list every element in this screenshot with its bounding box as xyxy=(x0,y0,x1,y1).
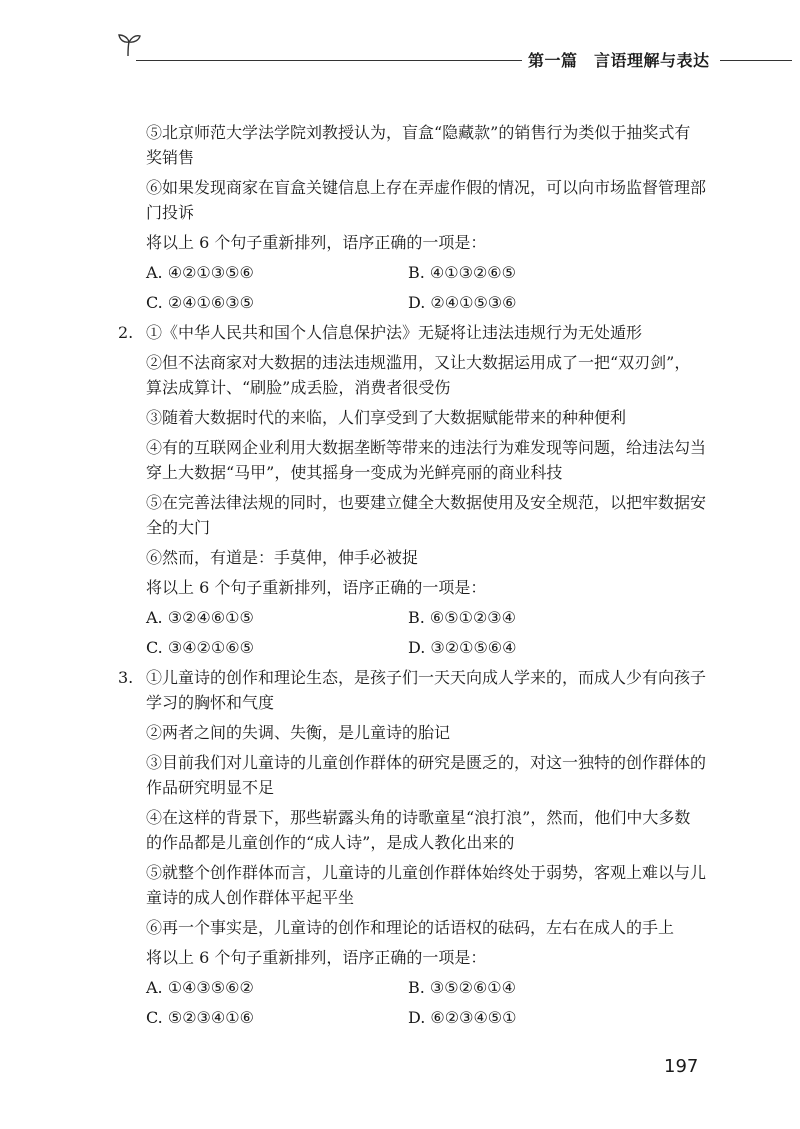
sentence-6: ⑥然而，有道是：手莫伸，伸手必被捉 xyxy=(146,548,419,567)
options-row xyxy=(118,975,718,1000)
sentence-5: ⑤北京师范大学法学院刘教授认为，盲盒“隐藏款”的销售行为类似于抽奖式有 xyxy=(146,123,691,142)
options-row xyxy=(118,260,718,285)
option-a: A. ①④③⑤⑥② xyxy=(146,978,254,997)
options-row xyxy=(118,290,718,315)
sentence-6-cont: 门投诉 xyxy=(146,203,195,222)
page-number: 197 xyxy=(664,1056,699,1077)
question-prompt: 将以上 6 个句子重新排列，语序正确的一项是： xyxy=(146,578,487,597)
question-2 xyxy=(118,320,718,660)
header-rule-right xyxy=(720,60,792,61)
sentence-text: ①儿童诗的创作和理论生态，是孩子们一天天向成人学来的，而成人少有向孩子 xyxy=(146,668,707,687)
sentence-4-cont: 穿上大数据“马甲”，使其摇身一变成为光鲜亮丽的商业科技 xyxy=(146,463,563,482)
question-1-continued xyxy=(118,120,718,315)
header-rule-left xyxy=(136,60,522,61)
sentence-4-cont: 的作品都是儿童创作的“成人诗”，是成人教化出来的 xyxy=(146,833,515,852)
question-number: 3. xyxy=(118,668,134,687)
question-prompt: 将以上 6 个句子重新排列，语序正确的一项是： xyxy=(146,233,487,252)
question-3 xyxy=(118,665,718,1030)
option-c: C. ⑤②③④①⑥ xyxy=(146,1008,254,1027)
sentence-2: ②但不法商家对大数据的违法违规滥用，又让大数据运用成了一把“双刃剑”， xyxy=(146,353,691,372)
options-row xyxy=(118,635,718,660)
sentence-2: ②两者之间的失调、失衡，是儿童诗的胎记 xyxy=(146,723,451,742)
sentence-2-cont: 算法成算计、“刷脸”成丢脸，消费者很受伤 xyxy=(146,378,451,397)
sentence-5: ⑤就整个创作群体而言，儿童诗的儿童创作群体始终处于弱势，客观上难以与儿 xyxy=(146,863,707,882)
option-b: B. ⑥⑤①②③④ xyxy=(408,608,516,627)
sentence-1 xyxy=(118,665,718,690)
sentence-3-cont: 作品研究明显不足 xyxy=(146,778,275,797)
sentence-6: ⑥再一个事实是，儿童诗的创作和理论的话语权的砝码，左右在成人的手上 xyxy=(146,918,675,937)
option-d: D. ②④①⑤③⑥ xyxy=(408,293,517,312)
question-number: 2. xyxy=(118,323,134,342)
sentence-4: ④在这样的背景下，那些崭露头角的诗歌童星“浪打浪”，然而，他们中大多数 xyxy=(146,808,691,827)
options-row xyxy=(118,605,718,630)
sentence-5-cont: 童诗的成人创作群体平起平坐 xyxy=(146,888,355,907)
sentence-3: ③随着大数据时代的来临，人们享受到了大数据赋能带来的种种便利 xyxy=(146,408,627,427)
options-row xyxy=(118,1005,718,1030)
option-b: B. ④①③②⑥⑤ xyxy=(408,263,516,282)
option-a: A. ④②①③⑤⑥ xyxy=(146,263,254,282)
question-prompt: 将以上 6 个句子重新排列，语序正确的一项是： xyxy=(146,948,487,967)
section-title: 第一篇 言语理解与表达 xyxy=(528,51,710,70)
option-d: D. ⑥②③④⑤① xyxy=(408,1008,517,1027)
sentence-6: ⑥如果发现商家在盲盒关键信息上存在弄虚作假的情况，可以向市场监督管理部 xyxy=(146,178,707,197)
sentence-5-cont: 全的大门 xyxy=(146,518,211,537)
sentence-text: ①《中华人民共和国个人信息保护法》无疑将让违法违规行为无处遁形 xyxy=(146,323,643,342)
option-b: B. ③⑤②⑥①④ xyxy=(408,978,516,997)
option-d: D. ③②①⑤⑥④ xyxy=(408,638,517,657)
page-content xyxy=(118,120,718,1030)
sentence-4: ④有的互联网企业利用大数据垄断等带来的违法行为难发现等问题，给违法勾当 xyxy=(146,438,707,457)
option-c: C. ②④①⑥③⑤ xyxy=(146,293,254,312)
option-c: C. ③④②①⑥⑤ xyxy=(146,638,254,657)
sentence-1 xyxy=(118,320,718,345)
sentence-1-cont: 学习的胸怀和气度 xyxy=(146,693,275,712)
sentence-5: ⑤在完善法律法规的同时，也要建立健全大数据使用及安全规范，以把牢数据安 xyxy=(146,493,707,512)
sprout-icon xyxy=(112,30,142,58)
option-a: A. ③②④⑥①⑤ xyxy=(146,608,254,627)
sentence-5-cont: 奖销售 xyxy=(146,148,195,167)
page-header xyxy=(0,0,800,80)
sentence-3: ③目前我们对儿童诗的儿童创作群体的研究是匮乏的，对这一独特的创作群体的 xyxy=(146,753,707,772)
